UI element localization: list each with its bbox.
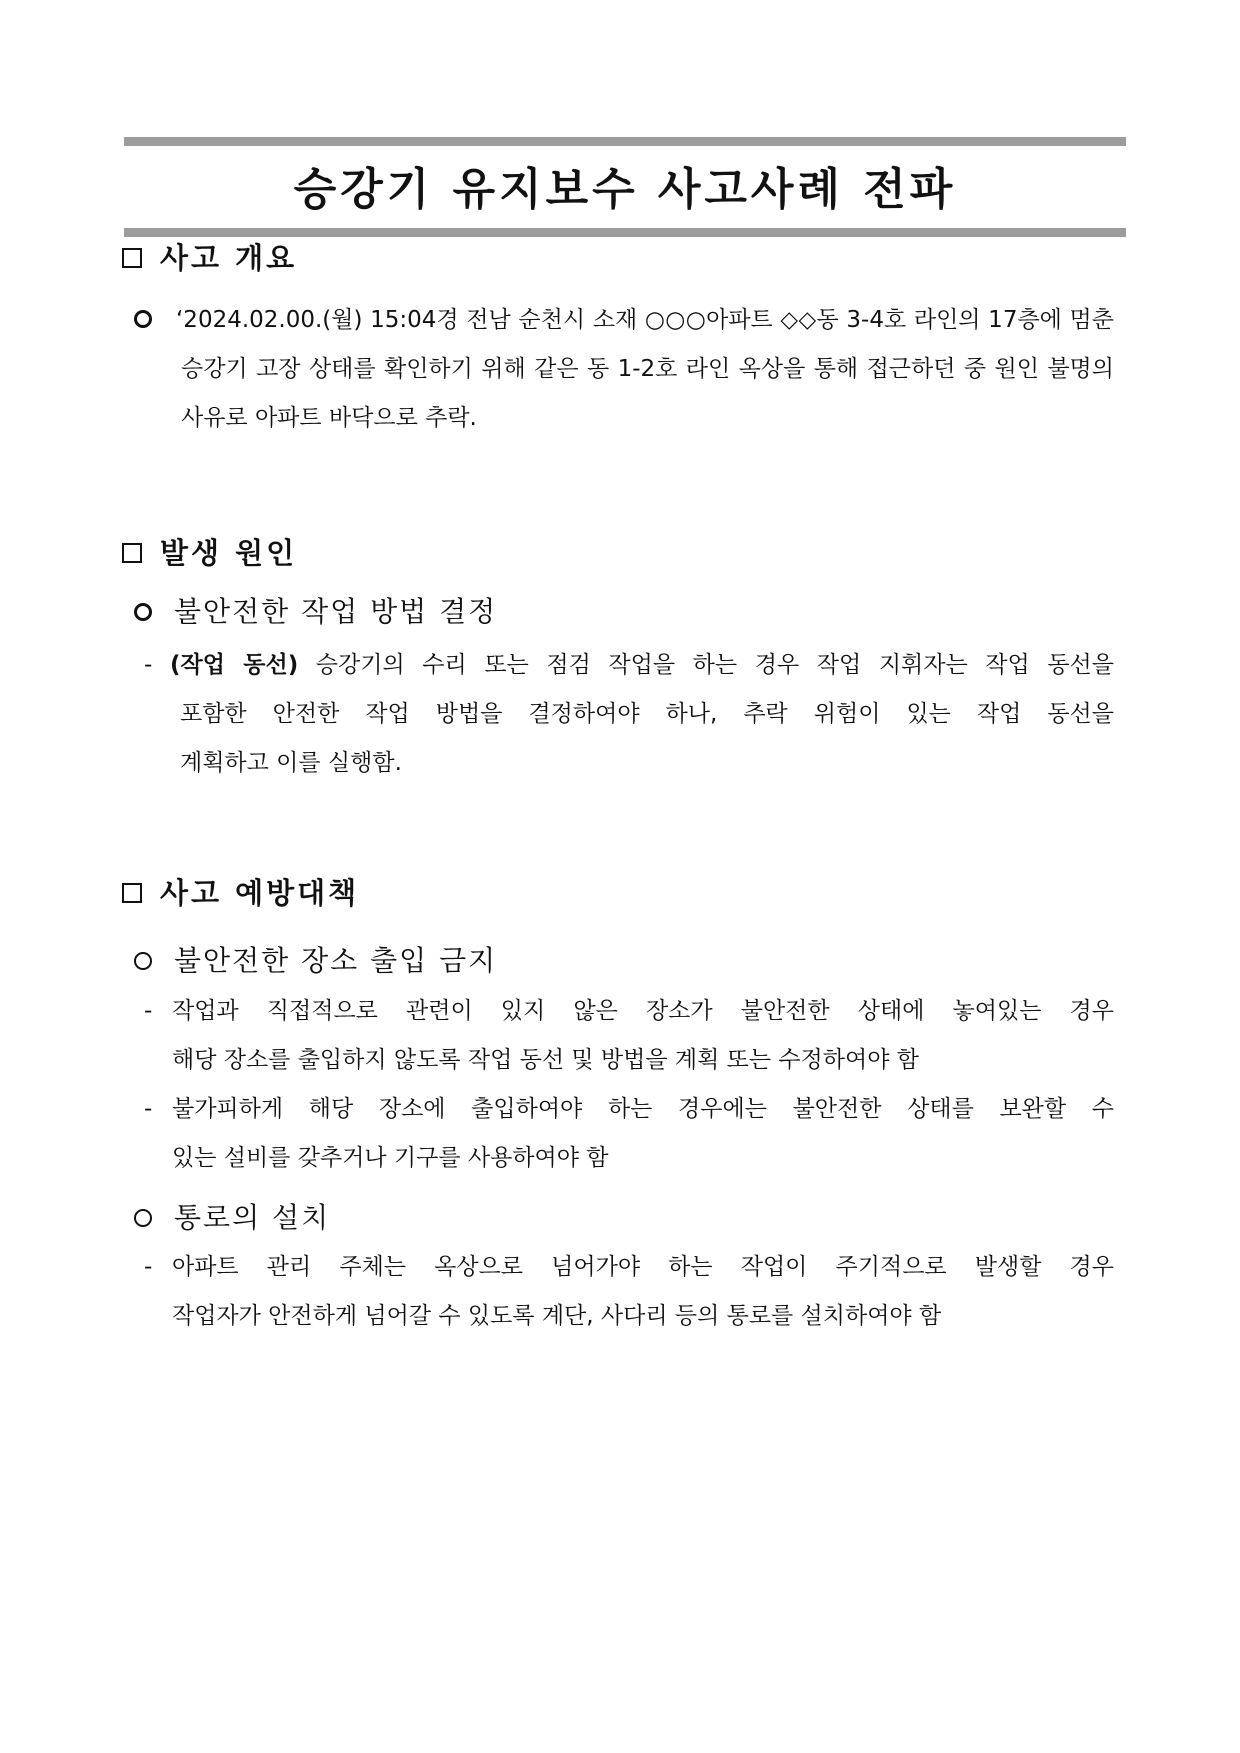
bullet-passage-installation [134,1198,330,1238]
checkbox-square-icon [122,883,142,903]
paragraph-line: 사유로 아파트 바닥으로 추락. [181,405,477,431]
paragraph-line: 계획하고 이를 실행함. [180,750,402,776]
section-heading-label: 사고 개요 [160,241,298,275]
paragraph-line [170,641,1114,690]
section-heading-label: 사고 예방대책 [160,876,360,910]
section-heading-accident-overview [122,238,297,278]
paragraph-line: 작업자가 안전하게 넘어갈 수 있도록 계단, 사다리 등의 통로를 설치하여야 함 [172,1303,942,1329]
document-title: 승강기 유지보수 사고사례 전파 [293,164,957,215]
title-bottom-rule [124,228,1126,237]
passage-detail-paragraph [172,1243,1114,1341]
overview-paragraph [176,296,1114,443]
bullet-title: 불안전한 장소 출입 금지 [174,944,498,977]
section-heading-label: 발생 원인 [160,536,298,570]
bullet-circle-icon [134,603,152,621]
cause-detail-paragraph [170,641,1114,788]
dash-marker: - [144,998,153,1024]
bullet-unsafe-place [134,941,497,981]
paragraph-line: 불가피하게 해당 장소에 출입하여야 하는 경우에는 불안전한 상태를 보완할 수 [172,1096,1114,1122]
paragraph-line: 해당 장소를 출입하지 않도록 작업 동선 및 방법을 계획 또는 수정하여야 함 [172,1047,919,1073]
bullet-circle-icon [134,310,152,328]
bullet-circle-icon [134,952,152,970]
dash-marker: - [144,1096,153,1122]
paragraph-line: 아파트 관리 주체는 옥상으로 넘어가야 하는 작업이 주기적으로 발생할 경우 [172,1254,1114,1280]
bullet-unsafe-method [134,592,497,632]
prevention-detail-paragraph [172,987,1114,1085]
paragraph-line: 있는 설비를 갖추거나 기구를 사용하여야 함 [172,1145,609,1171]
dash-marker: - [144,1254,153,1280]
detail-label: (작업 동선) [170,652,299,678]
paragraph-line: ‘2024.02.00.(월) 15:04경 전남 순천시 소재 ○○○아파트 ◇◇동 3-4호 라인의 17층에 멈춘 [176,307,1114,333]
section-heading-cause [122,533,297,573]
paragraph-line: 승강기 고장 상태를 확인하기 위해 같은 동 1-2호 라인 옥상을 통해 접근하던 중 원인 불명의 [181,356,1114,382]
section-heading-prevention [122,873,359,913]
title-top-rule [124,137,1126,146]
checkbox-square-icon [122,248,142,268]
bullet-title: 불안전한 작업 방법 결정 [174,595,498,628]
dash-marker: - [144,652,153,678]
bullet-circle-icon [134,1209,152,1227]
bullet-title: 통로의 설치 [174,1201,331,1234]
prevention-detail-paragraph [172,1085,1114,1183]
detail-text: 승강기의 수리 또는 점검 작업을 하는 경우 작업 지휘자는 작업 동선을 [298,652,1114,678]
checkbox-square-icon [122,543,142,563]
paragraph-line: 작업과 직접적으로 관련이 있지 않은 장소가 불안전한 상태에 놓여있는 경우 [172,998,1114,1024]
paragraph-line: 포함한 안전한 작업 방법을 결정하여야 하나, 추락 위험이 있는 작업 동선을 [180,701,1114,727]
